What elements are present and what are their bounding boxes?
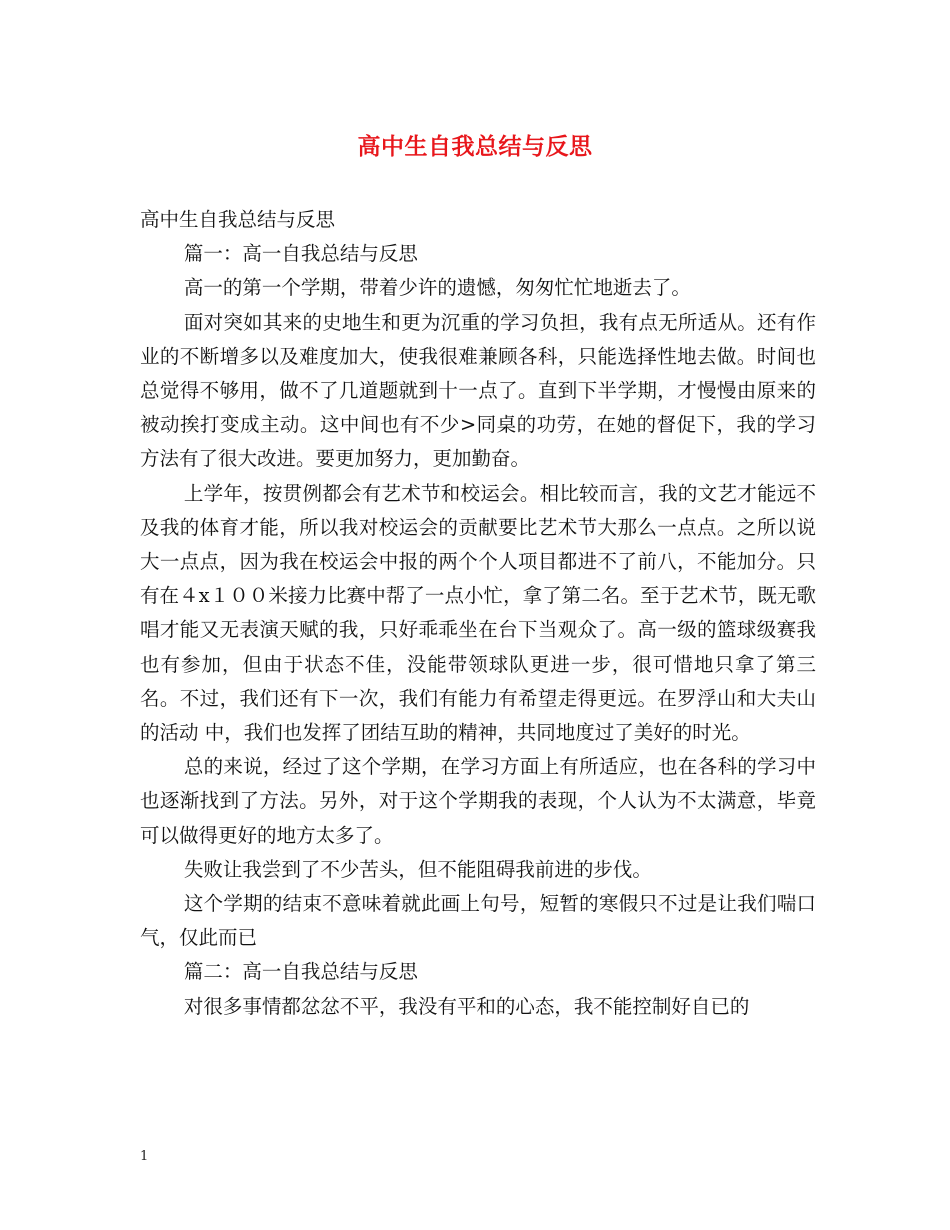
body-paragraph: 对很多事情都忿忿不平，我没有平和的心态，我不能控制好自已的 xyxy=(183,994,750,1018)
section-heading-part-two: 篇二：高一自我总结与反思 xyxy=(183,960,418,984)
body-paragraph: 失败让我尝到了不少苦头，但不能阻碍我前进的步伐。 xyxy=(183,857,652,881)
body-paragraph: 面对突如其来的史地生和更为沉重的学习负担，我有点无所适从。还有作业的不断增多以及难度加大，使我很难兼顾各科，只能选择性地去做。时间也总觉得不够用，做不了几道题就到十一点了。直到下半学期，才慢慢由原来的被动挨打变成主动。这中间也有不少>同桌的功劳，在她的督促下，我的学习方法有了很大改进。要更加努力，更加勤奋。 xyxy=(140,310,816,471)
document-body xyxy=(140,203,816,1024)
body-paragraph-heading: 高中生自我总结与反思 xyxy=(140,208,336,231)
document-title: 高中生自我总结与反思 xyxy=(357,133,593,160)
section-heading-part-one: 篇一：高一自我总结与反思 xyxy=(183,242,418,266)
body-paragraph: 上学年，按贯例都会有艺术节和校运会。相比较而言，我的文艺才能远不及我的体育才能，所以我对校运会的贡献要比艺术节大那么一点点。之所以说大一点点，因为我在校运会中报的两个个人项目都进不了前八，不能加分。只有在４x１００米接力比赛中帮了一点小忙，拿了第二名。至于艺术节，既无歌唱才能又无表演天赋的我，只好乖乖坐在台下当观众了。高一级的篮球级赛我也有参加，但由于状态不佳，没能带领球队更进一步，很可惜地只拿了第三名。不过，我们还有下一次，我们有能力有希望走得更远。在罗浮山和大夫山的活动 中，我们也发挥了团结互助的精神，共同地度过了美好的时光。 xyxy=(140,481,816,745)
body-paragraph: 这个学期的结束不意味着就此画上句号，短暂的寒假只不过是让我们喘口气，仅此而已 xyxy=(140,892,816,950)
body-paragraph: 高一的第一个学期，带着少许的遗憾，匆匆忙忙地逝去了。 xyxy=(183,276,691,300)
body-paragraph: 总的来说，经过了这个学期，在学习方面上有所适应，也在各科的学习中也逐渐找到了方法。另外，对于这个学期我的表现，个人认为不太满意，毕竟可以做得更好的地方太多了。 xyxy=(140,755,816,847)
page-number: 1 xyxy=(140,1149,149,1164)
